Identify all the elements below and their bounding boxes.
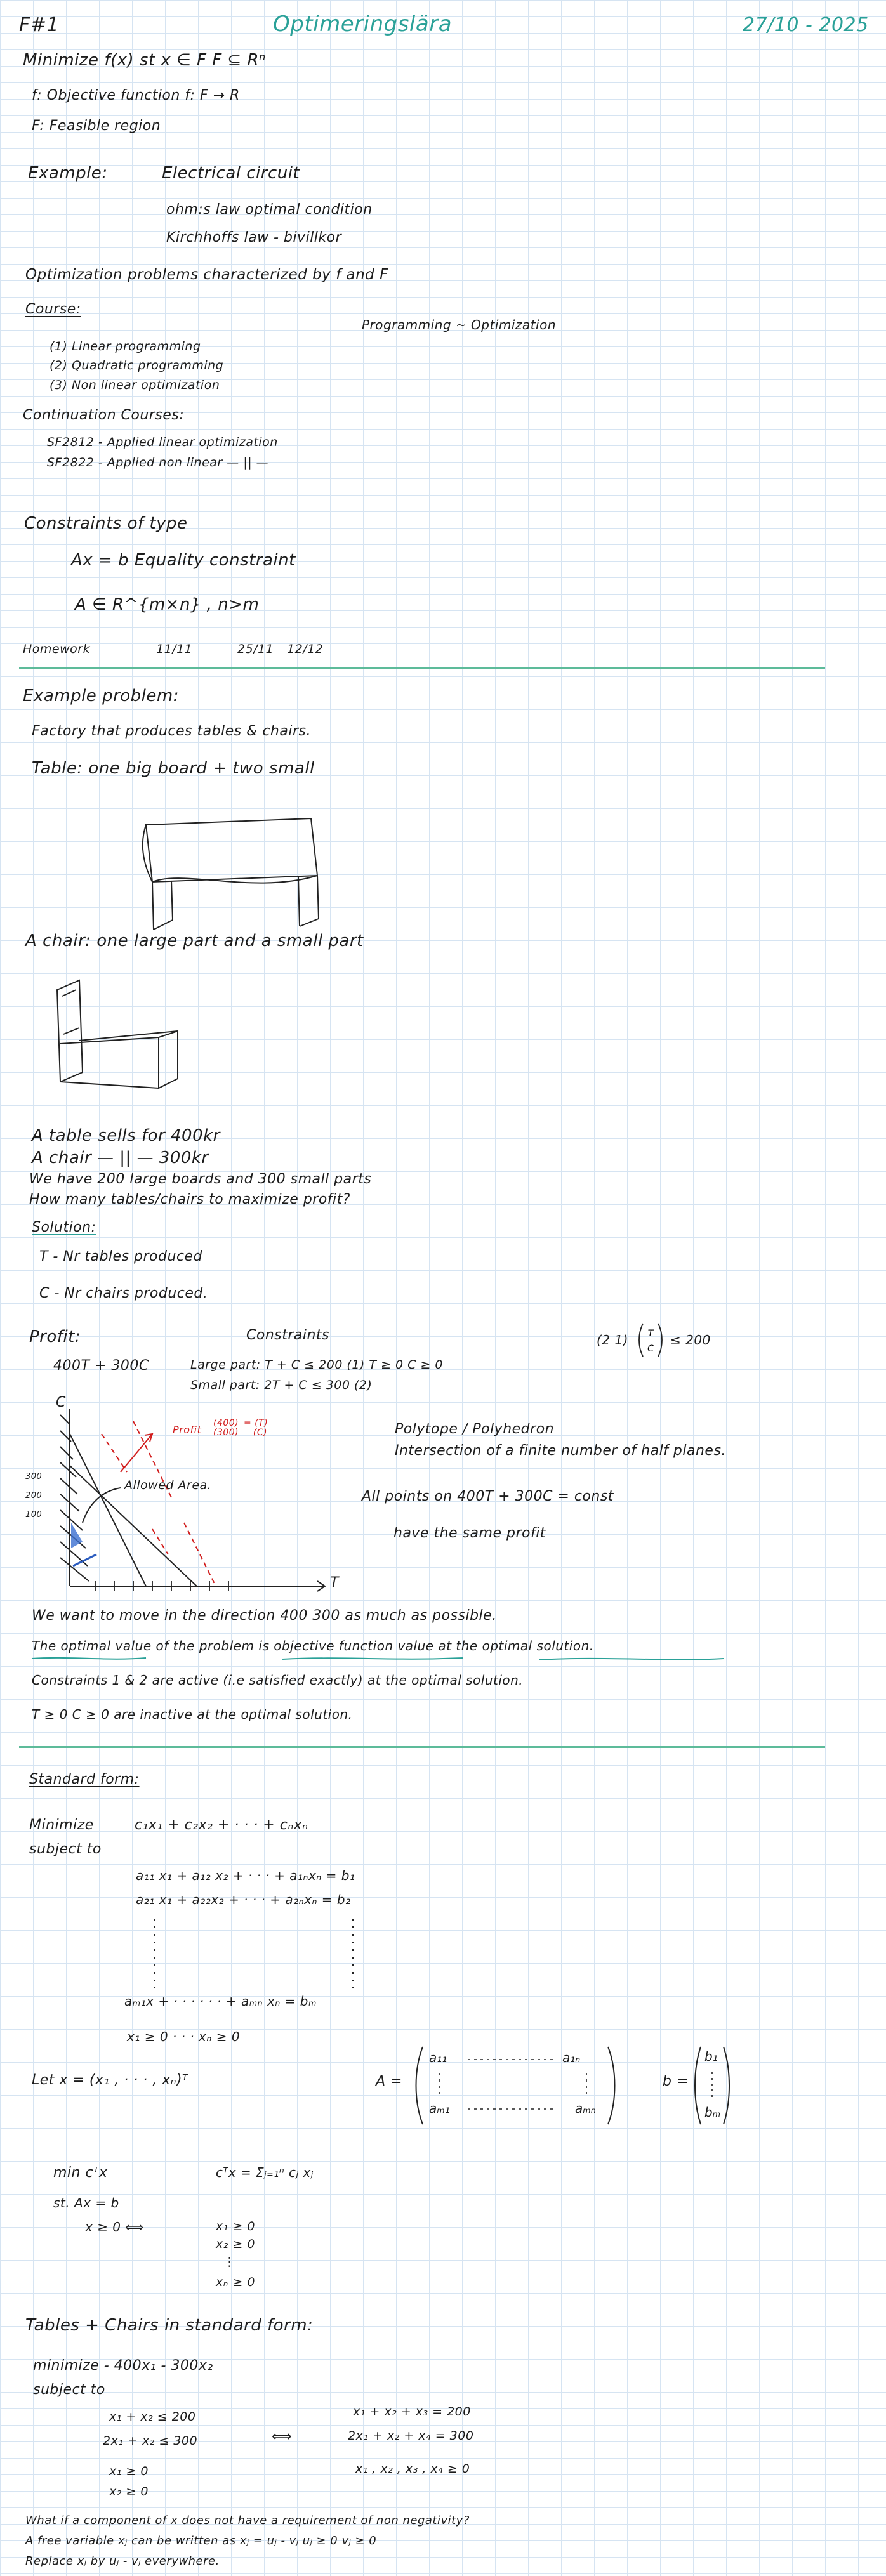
x-nonneg: x ≥ 0 ⟺ <box>85 2219 144 2235</box>
resources-line: We have 200 large boards and 300 small parts <box>29 1171 372 1187</box>
allowed-area-label: Allowed Area. <box>124 1478 212 1492</box>
free-var-replace: Replace xⱼ by uⱼ - vⱼ everywhere. <box>25 2554 220 2568</box>
divider-1 <box>19 667 825 669</box>
tc-constraint-4: x₂ ≥ 0 <box>109 2485 149 2499</box>
course-label: Course: <box>25 301 81 317</box>
b-vector-bottom: bₘ <box>704 2105 721 2120</box>
svg-text:C: C <box>647 1344 654 1354</box>
b-vector-top: b₁ <box>704 2049 718 2064</box>
intro-line-2: f: Objective function f: F → R <box>32 88 240 103</box>
continuation-item-2: SF2822 - Applied non linear — || — <box>47 456 269 470</box>
homework-date-2: 25/11 <box>237 642 274 656</box>
homework-date-3: 12/12 <box>287 642 324 656</box>
x-vdots: ⋮ <box>223 2255 236 2269</box>
matrix-inequality-left: (2 1) <box>597 1332 628 1348</box>
c-definition: C - Nr chairs produced. <box>39 1285 208 1301</box>
let-x: Let x = (x₁ , · · · , xₙ)ᵀ <box>32 2072 188 2088</box>
b-vector-label: b = <box>663 2073 689 2089</box>
active-constraints-line: Constraints 1 & 2 are active (i.e satisfied exactly) at the optimal solution. <box>32 1672 524 1688</box>
free-var-definition: A free variable xⱼ can be written as xⱼ = uⱼ - vⱼ uⱼ ≥ 0 vⱼ ≥ 0 <box>25 2534 377 2547</box>
constraint-row-2: a₂₁ x₁ + a₂₂x₂ + · · · + a₂ₙxₙ = b₂ <box>136 1892 351 1907</box>
tc-subject: subject to <box>33 2382 105 2398</box>
tc-constraint-1: x₁ + x₂ ≤ 200 <box>109 2410 196 2424</box>
constraints-type-title: Constraints of type <box>24 514 188 533</box>
chair-sells: A chair — || — 300kr <box>32 1148 209 1167</box>
nonnegativity: x₁ ≥ 0 · · · xₙ ≥ 0 <box>127 2029 241 2044</box>
continuation-item-1: SF2812 - Applied linear optimization <box>47 435 278 449</box>
constraint-row-1: a₁₁ x₁ + a₁₂ x₂ + · · · + a₁ₙxₙ = b₁ <box>136 1868 355 1883</box>
tc-constraint-3: x₁ ≥ 0 <box>109 2464 149 2478</box>
tc-minimize: minimize - 400x₁ - 300x₂ <box>33 2358 213 2374</box>
polytope-line: Polytope / Polyhedron <box>395 1421 555 1437</box>
intro-line-1: Minimize f(x) st x ∈ F F ⊆ Rⁿ <box>23 51 266 70</box>
optimal-value-line: The optimal value of the problem is objective function value at the optimal solution. <box>32 1638 594 1653</box>
direction-line: We want to move in the direction 400 300 as much as possible. <box>32 1608 497 1624</box>
axis-t-label: T <box>330 1575 339 1591</box>
table-sells: A table sells for 400kr <box>32 1126 220 1145</box>
homework-date-1: 11/11 <box>156 642 193 656</box>
ctx-sum: cᵀx = Σⱼ₌₁ⁿ cⱼ xⱼ <box>216 2165 314 2180</box>
equality-constraint: Ax = b Equality constraint <box>71 551 296 570</box>
table-line: Table: one big board + two small <box>32 759 315 778</box>
homework-label: Homework <box>23 642 91 656</box>
matrix-paren-vector <box>638 1321 663 1359</box>
constraint-row-m: aₘ₁x + · · · · · · + aₘₙ xₙ = bₘ <box>124 1994 317 2009</box>
continuation-label: Continuation Courses: <box>23 407 185 423</box>
characterized-text: Optimization problems characterized by f and F <box>25 266 388 283</box>
tc-standard-row-1: x₁ + x₂ + x₃ = 200 <box>353 2405 471 2419</box>
optimal-value-underline <box>32 1656 730 1664</box>
tc-standard-row-3: x₁ , x₂ , x₃ , x₄ ≥ 0 <box>355 2462 470 2476</box>
matrix-dimension: A ∈ R^{m×n} , n>m <box>75 595 260 614</box>
page-number: F#1 <box>19 14 59 36</box>
tc-standard-title: Tables + Chairs in standard form: <box>25 2316 314 2335</box>
axis-c-label: C <box>56 1395 66 1410</box>
xn-nonneg: xₙ ≥ 0 <box>216 2275 255 2289</box>
a-matrix-bottom-left: aₘ₁ <box>429 2101 450 2116</box>
page-title: Optimeringslära <box>273 11 453 37</box>
t-definition: T - Nr tables produced <box>39 1249 203 1265</box>
st-ax-b: st. Ax = b <box>53 2195 119 2211</box>
example-problem-title: Example problem: <box>23 687 179 706</box>
a-matrix-bottom-right: aₘₙ <box>575 2101 596 2116</box>
all-points-line: All points on 400T + 300C = const <box>362 1488 614 1504</box>
inactive-constraints-line: T ≥ 0 C ≥ 0 are inactive at the optimal solution. <box>32 1707 353 1722</box>
tick-100: 100 <box>25 1510 43 1520</box>
constraints-label: Constraints <box>246 1327 330 1343</box>
same-profit-line: have the same profit <box>393 1525 546 1541</box>
profit-vector-value: (400) (300) <box>213 1418 239 1438</box>
divider-2 <box>19 1746 825 1748</box>
profit-vector-label: Profit <box>173 1424 202 1436</box>
standard-form-label: Standard form: <box>29 1771 140 1787</box>
profit-label: Profit: <box>29 1327 81 1346</box>
course-item-2: (2) Quadratic programming <box>50 358 224 372</box>
programming-note: Programming ~ Optimization <box>362 317 556 332</box>
example-electrical: Electrical circuit <box>162 164 300 183</box>
example-kirchhoff: Kirchhoffs law - bivillkor <box>166 230 342 246</box>
solution-label: Solution: <box>32 1219 96 1235</box>
svg-text:T: T <box>647 1329 654 1339</box>
large-part-constraint: Large part: T + C ≤ 200 (1) T ≥ 0 C ≥ 0 <box>190 1358 443 1372</box>
x2-nonneg: x₂ ≥ 0 <box>216 2237 255 2251</box>
small-part-constraint: Small part: 2T + C ≤ 300 (2) <box>190 1378 373 1392</box>
tc-constraint-2: 2x₁ + x₂ ≤ 300 <box>103 2434 198 2448</box>
course-item-1: (1) Linear programming <box>50 339 201 353</box>
free-var-question: What if a component of x does not have a requirement of non negativity? <box>25 2514 470 2527</box>
intro-line-3: F: Feasible region <box>32 118 161 134</box>
subject-to-label: subject to <box>29 1841 102 1857</box>
chair-line: A chair: one large part and a small part <box>25 931 364 950</box>
min-ctx: min cᵀx <box>53 2165 108 2181</box>
tc-standard-row-2: 2x₁ + x₂ + x₄ = 300 <box>348 2429 474 2443</box>
chair-sketch <box>44 977 197 1117</box>
factory-line: Factory that produces tables & chairs. <box>32 723 311 739</box>
half-planes-line: Intersection of a finite number of half planes. <box>395 1443 726 1459</box>
x1-nonneg: x₁ ≥ 0 <box>216 2219 255 2233</box>
example-ohm: ohm:s law optimal condition <box>166 202 373 218</box>
profit-vector-eq: = (T) (C) <box>244 1418 268 1438</box>
example-label: Example: <box>28 164 108 183</box>
matrix-inequality-rhs: ≤ 200 <box>670 1332 711 1348</box>
tick-200: 200 <box>25 1491 43 1501</box>
a-matrix-top-left: a₁₁ <box>429 2050 447 2065</box>
page-date: 27/10 - 2025 <box>743 14 869 36</box>
table-sketch <box>127 806 330 945</box>
objective-sum: c₁x₁ + c₂x₂ + · · · + cₙxₙ <box>135 1817 308 1833</box>
vertical-dots <box>150 1919 359 1995</box>
tc-iff: ⟺ <box>272 2429 293 2445</box>
tick-300: 300 <box>25 1472 43 1482</box>
a-matrix-top-right: a₁ₙ <box>562 2050 581 2065</box>
course-item-3: (3) Non linear optimization <box>50 378 220 392</box>
profit-expression: 400T + 300C <box>53 1358 149 1374</box>
minimize-label: Minimize <box>29 1817 94 1833</box>
a-matrix-label: A = <box>376 2073 402 2089</box>
question-line: How many tables/chairs to maximize profit? <box>29 1192 350 1207</box>
